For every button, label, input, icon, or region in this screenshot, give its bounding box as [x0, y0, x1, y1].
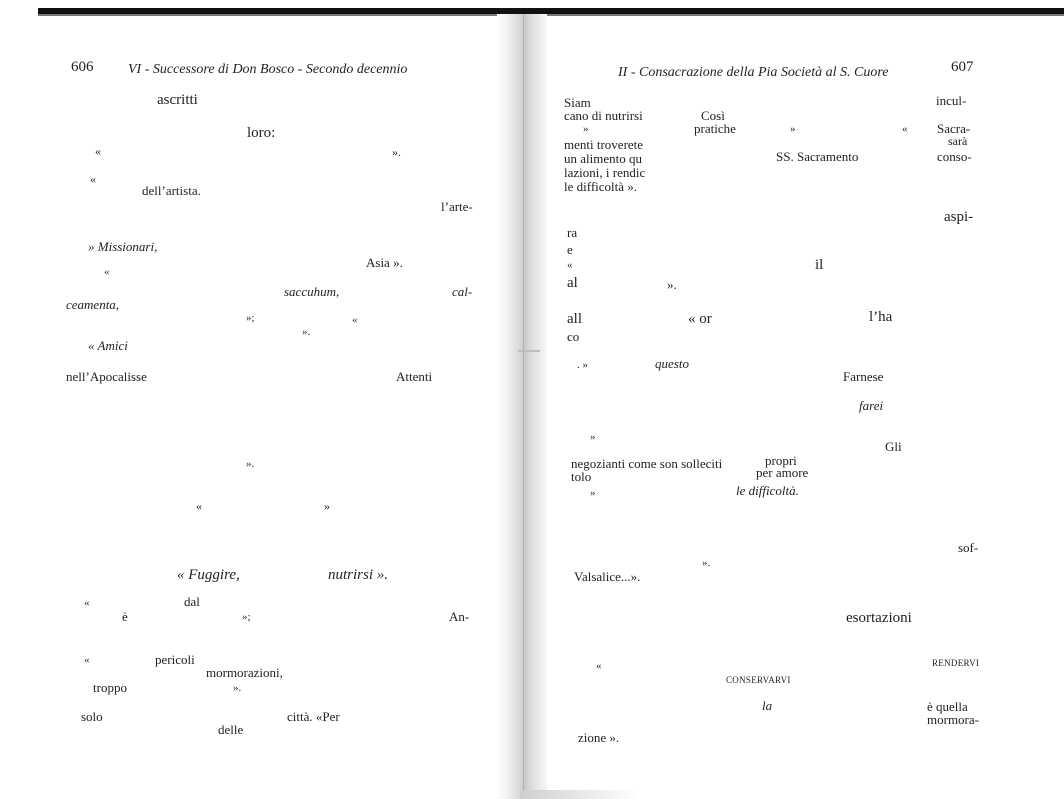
text-fragment: RENDERVI [932, 658, 980, 668]
text-fragment: ». [246, 458, 255, 470]
text-fragment: Sacra- [937, 121, 971, 136]
text-fragment: Gli [885, 439, 902, 454]
text-fragment: ra [567, 225, 578, 240]
text-fragment: tolo [571, 469, 592, 484]
text-fragment: « [352, 314, 358, 326]
text-fragment: Così [701, 108, 725, 123]
text-fragment: » [590, 431, 596, 443]
text-fragment: menti troverete [564, 137, 644, 152]
text-fragment: »; [246, 312, 255, 324]
text-fragment: Farnese [843, 369, 884, 384]
right-running-head: II - Consacrazione della Pia Società al S. Cuore [618, 65, 889, 80]
text-fragment: saccuhum, [284, 284, 340, 299]
text-fragment: ». [233, 682, 242, 694]
text-fragment: »; [242, 611, 251, 623]
text-fragment: nell’Apocalisse [66, 369, 147, 384]
text-fragment: Siam [564, 95, 591, 110]
text-fragment: cal- [452, 284, 473, 299]
text-fragment: » [590, 487, 596, 499]
right-page-number: 607 [951, 59, 974, 75]
text-fragment: ». [667, 277, 677, 292]
text-fragment: è [122, 609, 128, 624]
text-fragment: » [324, 499, 330, 513]
text-fragment: sarà [948, 134, 968, 148]
text-fragment: « [596, 660, 602, 672]
text-fragment: » Missionari, [88, 239, 158, 254]
text-fragment: troppo [93, 680, 127, 695]
text-fragment: « or [688, 311, 712, 327]
text-fragment: le difficoltà. [736, 483, 799, 498]
text-fragment: incul- [936, 93, 967, 108]
text-fragment: all [567, 311, 582, 327]
text-fragment: sof- [958, 540, 979, 555]
text-fragment: Valsalice...». [574, 569, 641, 584]
text-fragment: l’arte- [441, 199, 473, 214]
text-fragment: nutrirsi ». [328, 567, 389, 583]
text-fragment: « Fuggire, [177, 567, 240, 583]
text-fragment: « [196, 499, 202, 513]
left-page-number: 606 [71, 59, 94, 75]
text-fragment: per amore [756, 465, 809, 480]
text-fragment: loro: [247, 125, 276, 141]
text-fragment: questo [655, 356, 689, 371]
text-fragment: » [583, 123, 589, 135]
text-fragment: « [567, 259, 573, 271]
book-gutter-shadow [497, 14, 547, 799]
text-fragment: dell’artista. [142, 183, 201, 198]
text-fragment: ». [702, 557, 711, 569]
text-fragment: ascritti [157, 92, 198, 108]
page-crease [518, 350, 540, 352]
text-fragment: Asia ». [366, 255, 403, 270]
text-fragment: » [790, 123, 796, 135]
text-fragment: la [762, 698, 773, 713]
text-fragment: delle [218, 722, 244, 737]
text-fragment: ceamenta, [66, 297, 120, 312]
text-fragment: il [815, 257, 824, 273]
text-fragment: farei [859, 398, 884, 413]
text-fragment: co [567, 329, 580, 344]
text-fragment: cano di nutrirsi [564, 108, 643, 123]
text-fragment: pratiche [694, 121, 736, 136]
text-fragment: è quella [927, 699, 968, 714]
text-fragment: . » [577, 359, 588, 371]
text-fragment: ». [302, 326, 311, 338]
text-fragment: città. «Per [287, 709, 340, 724]
book-spine-line [523, 14, 524, 799]
text-fragment: propri [765, 453, 797, 468]
text-fragment: al [567, 275, 578, 291]
text-fragment: CONSERVARVI [726, 675, 791, 685]
text-fragment: mormorazioni, [206, 665, 283, 680]
bottom-shadow [520, 790, 640, 799]
text-fragment: « [90, 172, 96, 186]
text-fragment: pericoli [155, 652, 195, 667]
text-fragment: aspi- [944, 209, 974, 225]
text-fragment: An- [449, 609, 470, 624]
text-fragment: l’ha [869, 309, 893, 325]
text-fragment: mormora- [927, 712, 979, 727]
text-fragment: ». [392, 145, 401, 159]
text-fragment: « [84, 597, 90, 609]
text-fragment: le difficoltà ». [564, 179, 638, 194]
text-fragment: « Amici [88, 338, 128, 353]
text-fragment: « [902, 123, 908, 135]
text-fragment: esortazioni [846, 610, 912, 626]
text-fragment: zione ». [578, 730, 620, 745]
text-fragment: negozianti come son solleciti [571, 456, 723, 471]
text-fragment: lazioni, i rendic [564, 165, 646, 180]
text-fragment: Attenti [396, 369, 433, 384]
text-fragment: solo [81, 709, 103, 724]
text-fragment: conso- [937, 149, 972, 164]
scan-top-shadow [38, 14, 1064, 16]
text-fragment: dal [184, 594, 200, 609]
text-fragment: SS. Sacramento [776, 149, 859, 164]
text-fragment: « [84, 654, 90, 666]
text-fragment: un alimento qu [564, 151, 642, 166]
left-running-head: VI - Successore di Don Bosco - Secondo decennio [128, 62, 408, 77]
text-fragment: « [95, 144, 101, 158]
text-fragment: e [567, 242, 573, 257]
text-fragment: « [104, 266, 110, 278]
